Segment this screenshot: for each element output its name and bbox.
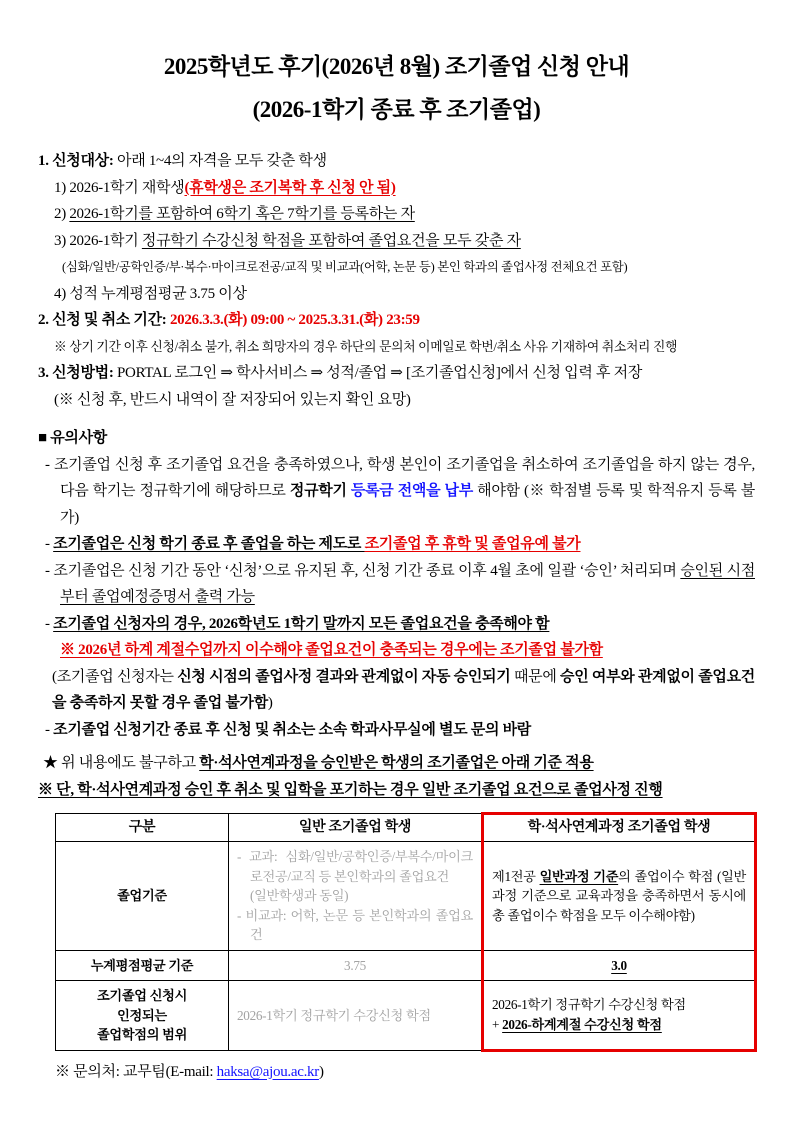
text-segment: 2): [54, 206, 70, 222]
cell-gpa-general: [229, 950, 483, 981]
text-line: [492, 1015, 746, 1035]
text-segment: - 조기졸업은 신청 기간 동안 ‘신청’으로 유지된 후, 신청 기간 종료 이후 4월 초에 일괄 ‘승인’ 처리되며: [45, 562, 681, 579]
text-segment: 1) 2026-1학기 재학생: [54, 179, 185, 196]
text-segment: (휴학생은 조기복학 후 신청 안 됨): [184, 179, 396, 196]
text-segment: 조기졸업 신청기간 종료 후 신청 및 취소는 소속 학과사무실에 별도 문의 바람: [53, 721, 531, 738]
cell-gpa-linked: [483, 950, 756, 981]
cell-criteria-linked: [483, 842, 756, 951]
square-bullet-icon: ■: [38, 430, 51, 446]
text-segment: - 교과: 심화/일반/공학인증/부복수/마이크로전공/교직 등 본인학과의 졸업요건: [237, 849, 473, 884]
text-segment: - 조기졸업 신청 후 조기졸업 요건을 충족하였으나, 학생 본인이 조기졸업을 취소하여 조기졸업을 하지 않는 경우, 다음 학기는 정규학기에 해당하므로: [45, 456, 755, 499]
text-segment: 정규학기 수강신청 학점을 포함하여 졸업요건을 모두 갖춘 자: [141, 232, 521, 249]
text-segment: ※ 상기 기간 이후 신청/취소 불가, 취소 희망자의 경우 하단의 문의처 이메일로 학번/취소 사유 기재하여 취소처리 진행: [54, 339, 678, 354]
page-title-line-2: (2026-1학기 종료 후 조기졸업): [252, 97, 541, 122]
text-segment: PORTAL 로그인 ⇒ 학사서비스 ⇒ 성적/졸업 ⇒ [조기졸업신청]에서 신청 입력 후 저장: [113, 365, 643, 381]
text-line: [237, 956, 473, 976]
text-segment: 졸업학점의 범위: [96, 1027, 188, 1042]
text-segment: ): [267, 695, 273, 711]
star-icon: ★: [43, 755, 62, 771]
text-segment: 해야함 (※ 학점별 등록 및 학적유지 등록 불가): [60, 483, 755, 526]
text-segment: 3.0: [611, 957, 627, 973]
text-segment: 등록금 전액을 납부: [350, 483, 473, 499]
text-segment: ※ 문의처: 교무팀(E-mail:: [55, 1063, 217, 1080]
text-segment: 누계평점평균 기준: [90, 957, 194, 973]
cell-gpa-label: [56, 950, 229, 981]
text-segment: 때문에: [510, 668, 561, 685]
text-segment: 2026-1학기 정규학기 수강신청 학점: [492, 997, 686, 1013]
text-segment: 2026-하계계절 수강신청 학점: [502, 1016, 662, 1032]
text-segment: 2. 신청 및 취소 기간:: [38, 312, 167, 328]
item-1-1: [54, 175, 755, 202]
text-segment: 조기졸업 신청자의 경우, 2026학년도 1학기 말까지 모든 졸업요건을 충족해야 함: [53, 615, 550, 632]
text-segment: 유의사항: [50, 430, 107, 446]
item-1-3: [54, 228, 755, 255]
text-segment: ※ 단, 학·석사연계과정 승인 후 취소 및 입학을 포기하는 경우 일반 조기졸업 요건으로 졸업사정 진행: [38, 781, 663, 798]
text-segment: 조기졸업 후 휴학 및 졸업유예 불가: [364, 536, 581, 552]
document-body: [38, 148, 755, 803]
section-2-heading: [38, 307, 755, 334]
col-header-linked-program-students: 학·석사연계과정 조기졸업 학생: [483, 814, 756, 842]
text-segment: 3.75: [344, 957, 366, 973]
text-segment: -: [45, 536, 54, 552]
table-header-row: [56, 814, 756, 842]
text-segment: -: [45, 721, 54, 738]
section-3-note: [54, 387, 755, 414]
notice-heading: [38, 425, 755, 452]
text-segment: (심화/일반/공학인증/부·복수·마이크로전공/교직 및 비교과(어학, 논문 등) 본인 학과의 졸업사정 전체요건 포함): [62, 260, 628, 274]
contact-email-link[interactable]: haksa@ajou.ac.kr: [216, 1063, 319, 1080]
text-segment: 아래 1~4의 자격을 모두 갖춘 학생: [113, 153, 327, 169]
graduation-criteria-table: [55, 812, 757, 1052]
text-segment: 2026.3.3.(화) 09:00 ~ 2025.3.31.(화) 23:59: [169, 312, 420, 328]
text-segment: 제1전공: [492, 868, 540, 884]
text-segment: +: [492, 1016, 503, 1032]
cell-credit-scope-general: [229, 981, 483, 1051]
text-segment: (조기졸업 신청자는: [52, 668, 178, 685]
notice-4-detail: [52, 664, 755, 717]
text-segment: 4) 성적 누계평점평균 3.75 이상: [54, 285, 247, 302]
text-segment: 학·석사연계과정을 승인받은 학생의 조기졸업은 아래 기준 적용: [199, 755, 594, 771]
notice-4-warning: [60, 637, 755, 664]
text-segment: 조기졸업은 신청 학기 종료 후 졸업을 하는 제도로: [53, 536, 365, 552]
notice-2: [45, 531, 755, 558]
cell-credit-scope-label: [56, 981, 229, 1051]
text-segment: 일반과정 기준: [539, 868, 619, 884]
page-title-line-1: 2025학년도 후기(2026년 8월) 조기졸업 신청 안내: [163, 54, 630, 79]
col-header-general-students: 일반 조기졸업 학생: [229, 814, 483, 842]
col-header-category: 구분: [56, 814, 229, 842]
text-line: [237, 847, 473, 886]
text-segment: 1. 신청대상:: [38, 153, 114, 169]
contact-info: [55, 1060, 755, 1081]
text-segment: 신청 시점의 졸업사정 결과와 관계없이 자동 승인되기: [177, 668, 511, 685]
text-line: [64, 886, 220, 906]
text-segment: 승인된 시점부터 졸업예정증명서 출력 가능: [60, 562, 756, 605]
text-segment: 2026-1학기를 포함하여 6학기 혹은 7학기를 등록하는 자: [69, 206, 415, 222]
text-segment: 3. 신청방법:: [38, 365, 114, 381]
linked-course-rule: [43, 750, 755, 777]
text-segment: 승인 여부와 관계없이 졸업요건을 충족하지 못할 경우 졸업 불가함: [52, 668, 755, 711]
text-line: [492, 956, 746, 976]
item-1-2: [54, 201, 755, 228]
text-segment: (일반학생과 동일): [250, 888, 349, 903]
notice-3: [45, 558, 755, 611]
text-segment: 위 내용에도 불구하고: [61, 755, 200, 771]
section-1-heading: [38, 148, 755, 175]
text-segment: 2026-1학기 정규학기 수강신청 학점: [237, 1007, 431, 1023]
text-segment: ※ 2026년 하계 계절수업까지 이수해야 졸업요건이 충족되는 경우에는 조기졸업 불가함: [60, 642, 603, 658]
text-segment: 인정되는: [117, 1007, 167, 1023]
linked-course-exception: [38, 777, 755, 804]
text-segment: - 비교과: 어학, 논문 등 본인학과의 졸업요건: [237, 907, 473, 942]
cell-criteria-general: [229, 842, 483, 951]
text-segment: (※ 신청 후, 반드시 내역이 잘 저장되어 있는지 확인 요망): [54, 391, 411, 408]
text-segment: 졸업기준: [117, 888, 167, 903]
text-line: [237, 886, 473, 906]
text-line: [237, 1006, 473, 1026]
table-row-credit-scope: [56, 981, 756, 1051]
text-segment: 정규학기: [289, 483, 351, 499]
text-line: [237, 906, 473, 945]
table-row-gpa: [56, 950, 756, 981]
text-line: [64, 1006, 220, 1026]
graduation-criteria-table-wrap: [55, 812, 755, 1052]
cell-criteria-label: [56, 842, 229, 951]
table-row-graduation-criteria: [56, 842, 756, 951]
text-line: [64, 1025, 220, 1045]
text-line: [492, 995, 746, 1015]
text-line: [64, 986, 220, 1006]
cell-credit-scope-linked: [483, 981, 756, 1051]
text-segment: 의 졸업이수 학점 (일반과정 기준으로 교육과정을 충족하면서 동시에 총 졸업이수 학점을 모두 이수해야함): [492, 868, 746, 923]
item-1-4: [54, 281, 755, 308]
text-segment: ): [318, 1063, 324, 1080]
text-segment: 조기졸업 신청시: [96, 988, 188, 1003]
section-2-note: [54, 334, 755, 361]
notice-1: [45, 452, 755, 532]
text-line: [492, 867, 746, 926]
item-1-3-detail: [62, 254, 755, 281]
text-segment: 3) 2026-1학기: [54, 232, 142, 249]
notice-5: [45, 717, 755, 744]
notice-4: [45, 611, 755, 638]
contact-line: [55, 1060, 755, 1081]
text-line: [64, 956, 220, 976]
document-title: [38, 45, 755, 131]
text-segment: -: [45, 615, 54, 632]
section-3-heading: [38, 360, 755, 387]
